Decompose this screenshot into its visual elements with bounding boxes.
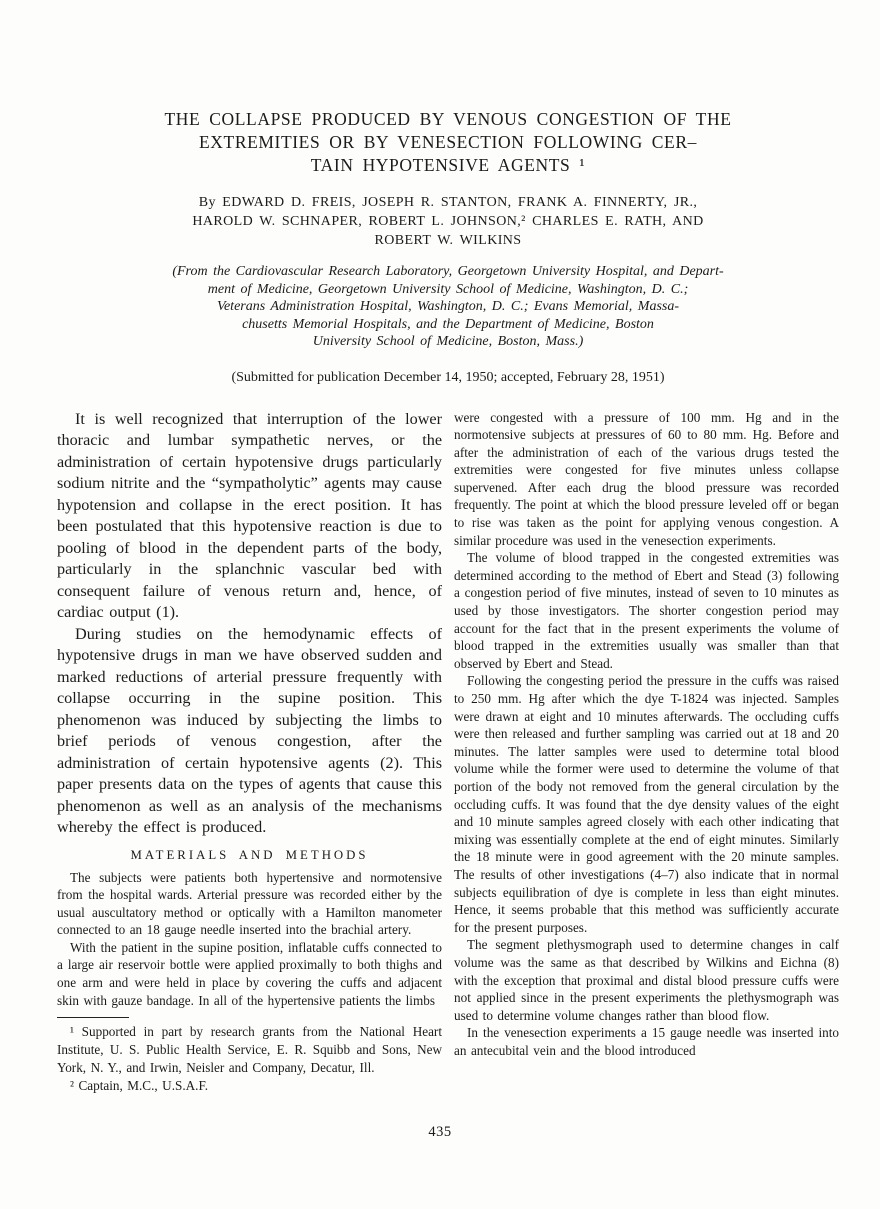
affiliation-line: Veterans Administration Hospital, Washington, D. C.; Evans Memorial, Massa-	[216, 299, 680, 314]
section-heading-materials-and-methods: MATERIALS AND METHODS	[130, 847, 369, 862]
intro-paragraph: During studies on the hemodynamic effects of hypotensive drugs in man we have observed sudden and marked reductions of arterial pressure frequently with collapse occurring in the supine position. This phenomenon was induced by subjecting the limbs to brief periods of venous congestion, after the administration of certain hypotensive agents (2). This paper presents data on the types of agents that cause this phenomenon as well as an analysis of the mechanisms whereby the effect is produced.	[57, 624, 442, 836]
footnotes	[57, 1023, 442, 1094]
methods-section	[57, 869, 442, 1010]
page-number: 435	[428, 1124, 452, 1140]
methods-paragraph: With the patient in the supine position, inflatable cuffs connected to a large air reservoir bottle were applied proximally to both thighs and one arm and were held in place by covering the cuffs and adjacent skin with gauze bandage. In all of the hypertensive patients the limbs	[57, 939, 442, 1008]
methods-paragraph: The subjects were patients both hypertensive and normotensive from the hospital wards. Arterial pressure was recorded either by the usual auscultatory method or optically with a Hamilton manometer connected to an 18 gauge needle inserted into the brachial artery.	[57, 869, 442, 938]
introduction-section	[57, 409, 442, 839]
authors-line: By EDWARD D. FREIS, JOSEPH R. STANTON, FRANK A. FINNERTY, JR.,	[198, 195, 698, 210]
methods-paragraph: Following the congesting period the pressure in the cuffs was raised to 250 mm. Hg after which the dye T-1824 was injected. Samples were drawn at eight and 10 minutes afterwards. The occluding cuffs were then released and further sampling was carried out at 18 and 20 minutes. The latter samples were used to determine total blood volume while the former were used to determine the volume of that portion of the body not removed from the general circulation by the occluding cuffs. It was found that the dye density values of the eight and 10 minute samples agreed closely with each other indicating that mixing was essentially complete at the end of eight minutes. Similarly the 18 minute were in good agreement with the 20 minute samples. The results of other investigations (4–7) also indicate that in normal subjects equilibration of dye is complete in less than eight minutes. Hence, it seems probable that this method was sufficiently accurate for the present purposes.	[454, 673, 839, 935]
affiliation-line: University School of Medicine, Boston, Mass.)	[312, 334, 584, 349]
left-column	[57, 409, 442, 1095]
article-title-line: THE COLLAPSE PRODUCED BY VENOUS CONGESTION OF THE	[164, 109, 732, 129]
footnote-2: ² Captain, M.C., U.S.A.F.	[70, 1077, 209, 1093]
authors-line: ROBERT W. WILKINS	[374, 233, 522, 248]
intro-paragraph: It is well recognized that interruption of the lower thoracic and lumbar sympathetic nerves, or the administration of certain hypotensive drugs particularly sodium nitrite and the “sympatholytic” agents may cause hypotension and collapse in the erect position. It has been postulated that this hypotensive reaction is due to pooling of blood in the dependent parts of the body, particularly in the splanchnic vascular bed with consequent failure of venous return and, hence, of cardiac output (1).	[57, 409, 442, 621]
affiliation-line: chusetts Memorial Hospitals, and the Department of Medicine, Boston	[242, 316, 654, 332]
affiliation-line: ment of Medicine, Georgetown University School of Medicine, Washington, D. C.;	[207, 281, 689, 297]
methods-paragraph: In the venesection experiments a 15 gauge needle was inserted into an antecubital vein and the blood introduced	[454, 1025, 839, 1058]
authors-byline	[57, 193, 839, 250]
right-column	[454, 409, 839, 1095]
article-title-line: EXTREMITIES OR BY VENESECTION FOLLOWING CER–	[199, 132, 697, 152]
footnote-divider	[57, 1017, 129, 1018]
methods-paragraph-continued: were congested with a pressure of 100 mm. Hg and in the normotensive subjects at pressures of 60 to 80 mm. Hg. Before and after the administration of each of the various drugs tested the extremities were congested for five minutes unless collapse supervened. After each drug the blood pressure was recorded frequently. The point at which the blood pressure leveled off or began to rise was taken as the point for applying venous congestion. A similar procedure was used in the venesection experiments.	[454, 409, 839, 548]
affiliation-line: (From the Cardiovascular Research Laboratory, Georgetown University Hospital, and Depart-	[172, 264, 724, 279]
affiliation	[57, 263, 839, 351]
methods-paragraph: The segment plethysmograph used to determine changes in calf volume was the same as that described by Wilkins and Eichna (8) with the exception that proximal and distal blood pressure cuffs were not applied since in the present experiments the plethysmograph was used to determine volume changes rather than blood flow.	[454, 937, 839, 1023]
article-header	[57, 108, 839, 386]
methods-paragraph: The volume of blood trapped in the congested extremities was determined according to the method of Ebert and Stead (3) following a congestion period of five minutes, instead of seven to 10 minutes as used by those investigators. The shorter congestion period may account for the fact that in the present experiments the volume of blood trapped in the extremities usually was smaller than that observed by Ebert and Stead.	[454, 550, 839, 671]
authors-line: HAROLD W. SCHNAPER, ROBERT L. JOHNSON,² CHARLES E. RATH, AND	[192, 214, 704, 229]
two-column-body	[57, 409, 839, 1095]
article-title	[57, 108, 839, 177]
submission-note: (Submitted for publication December 14, 1950; accepted, February 28, 1951)	[231, 369, 665, 385]
footnote-1: ¹ Supported in part by research grants from the National Heart Institute, U. S. Public Health Service, E. R. Squibb and Sons, New York, N. Y., and Irwin, Neisler and Company, Decatur, Ill.	[57, 1024, 442, 1075]
article-title-line: TAIN HYPOTENSIVE AGENTS ¹	[310, 155, 586, 175]
